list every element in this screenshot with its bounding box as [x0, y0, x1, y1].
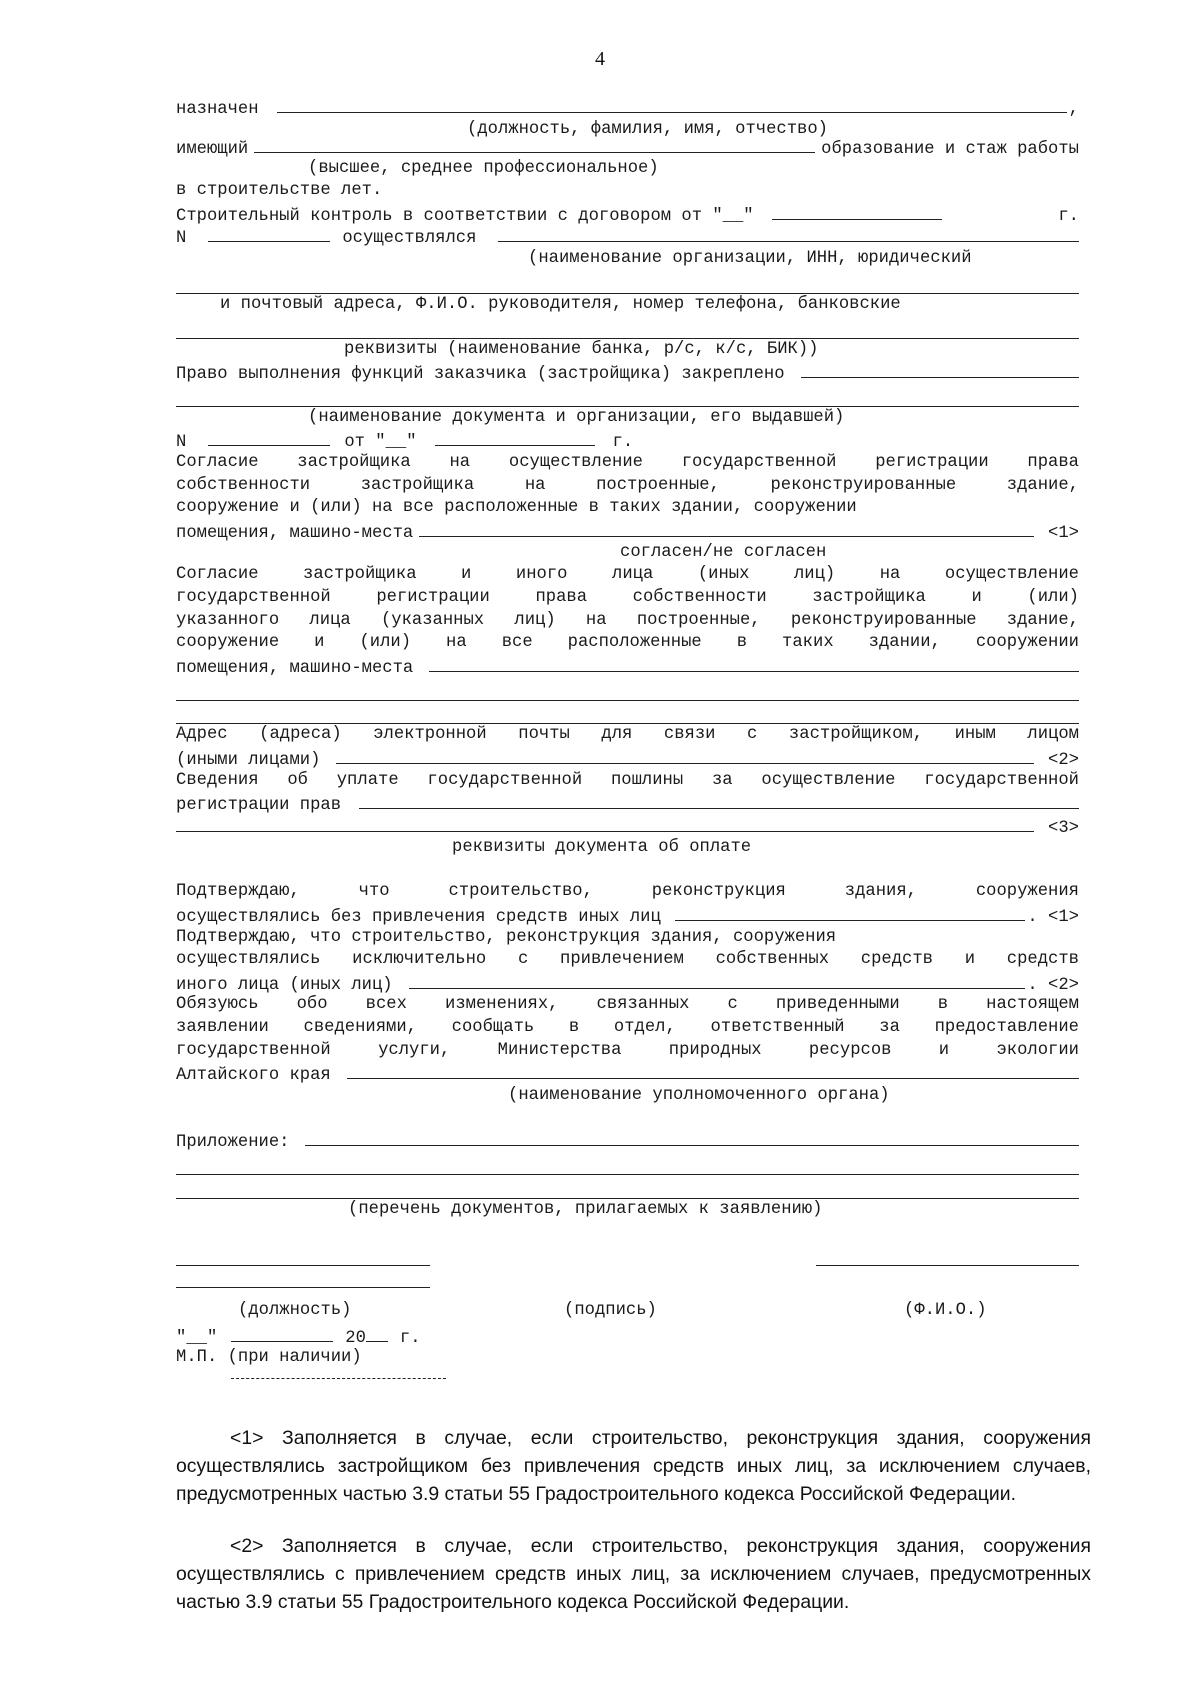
signature-block	[176, 1221, 1079, 1331]
fee-field-2[interactable]	[176, 815, 1034, 832]
oblige-line1: Обязуюсь обо всех изменениях, связанных с приведенными в настоящем	[176, 995, 1079, 1015]
fio-hint: (Ф.И.О.)	[904, 1300, 987, 1320]
consent1-field-row	[176, 520, 1079, 543]
having-label: имеющий	[176, 139, 249, 159]
confirm2-line1: Подтверждаю, что строительство, реконструкция здания, сооружения	[176, 927, 837, 947]
authority-field-row	[176, 1062, 1079, 1085]
email-mark: <2>	[1048, 751, 1079, 771]
right-row	[176, 361, 1079, 384]
consent2-line5: помещения, машино-места	[176, 658, 414, 678]
confirm2-line3: иного лица (иных лиц)	[176, 975, 393, 995]
authority-field[interactable]	[347, 1062, 1079, 1079]
seal-row	[176, 1347, 1079, 1370]
authority-hint: (наименование уполномоченного органа)	[508, 1085, 890, 1105]
position-hint: (должность)	[238, 1300, 352, 1320]
address-hint: и почтовый адреса, Ф.И.О. руководителя, номер телефона, банковские	[220, 294, 901, 314]
payment-hint: реквизиты документа об оплате	[452, 838, 752, 858]
consent1-line4: помещения, машино-места	[176, 523, 414, 543]
consent1-line2: собственности застройщика на построенные, реконструированные здание,	[176, 475, 1079, 495]
application-form	[176, 96, 1079, 1384]
email-line2: (иными лицами)	[176, 751, 321, 771]
email-field[interactable]	[336, 747, 1034, 764]
doc-year-suffix: г.	[612, 433, 634, 453]
fee-line1: Сведения об уплате государственной пошлины за осуществление государственной	[176, 770, 1079, 790]
confirm1-mark: . <1>	[1027, 908, 1079, 928]
oblige-line3: государственной услуги, Министерства природных ресурсов и экологии	[176, 1040, 1079, 1060]
confirm1-field[interactable]	[675, 904, 1026, 921]
appendix-row	[176, 1129, 1079, 1152]
doc-date-field[interactable]	[435, 429, 595, 446]
organization-hint: (наименование организации, ИНН, юридический	[528, 248, 972, 268]
footnote-separator	[231, 1378, 446, 1379]
carried-out-label: осуществлялся	[342, 229, 477, 249]
organization-field[interactable]	[498, 225, 1079, 242]
organization-field-2[interactable]	[176, 270, 1079, 294]
document-hint: (наименование документа и организации, его выдавшей)	[308, 408, 845, 428]
contract-number-row	[176, 225, 1079, 248]
appointed-hint: (должность, фамилия, имя, отчество)	[467, 119, 828, 139]
footnote-1: <1> Заполняется в случае, если строительство, реконструкция здания, сооружения осуществлялись застройщиком без привлечения средств иных лиц, за исключением случаев, предусмотренных частью 3.9 статьи 55 Градостроительного кодекса Российской Федерации.	[176, 1427, 1091, 1505]
n-label: N	[176, 229, 187, 249]
requisites-hint: реквизиты (наименование банка, р/с, к/с, БИК))	[344, 340, 819, 360]
appointed-label: назначен	[176, 100, 259, 119]
doc-n-label: N	[176, 433, 187, 453]
consent2-line4: сооружение и (или) на все расположенные в таких здании, сооружении	[176, 633, 1079, 653]
date-month-field[interactable]	[231, 1325, 333, 1342]
right-field-2[interactable]	[176, 384, 1079, 408]
footnotes	[176, 1424, 1091, 1640]
date-year-suffix: г.	[399, 1328, 421, 1348]
control-row	[176, 203, 1079, 226]
appointed-row: назначен ,	[176, 96, 1079, 119]
education-hint: (высшее, среднее профессиональное)	[308, 159, 659, 179]
appendix-field[interactable]	[305, 1129, 1079, 1146]
position-field[interactable]	[176, 1265, 430, 1266]
fee-field-row-2	[176, 815, 1079, 838]
confirm1-line2: осуществлялись без привлечения средств иных лиц	[176, 908, 661, 928]
right-field[interactable]	[801, 361, 1079, 378]
doc-from-label: от "__"	[344, 433, 417, 453]
fee-field-row	[176, 792, 1079, 815]
appendix-field-2[interactable]	[176, 1151, 1079, 1175]
right-text: Право выполнения функций заказчика (застройщика) закреплено	[176, 365, 785, 385]
fee-line2: регистрации прав	[176, 796, 342, 816]
confirm2-line1-row	[176, 927, 1079, 950]
confirm2-line2: осуществлялись исключительно с привлечением собственных средств и средств	[176, 950, 1079, 970]
confirm1-line1: Подтверждаю, что строительство, реконструкция здания, сооружения	[176, 882, 1079, 902]
consent2-field-2[interactable]	[176, 677, 1079, 701]
page-number: 4	[595, 48, 605, 70]
confirm2-field[interactable]	[409, 972, 1026, 989]
education-field[interactable]	[254, 136, 815, 153]
oblige-line4: Алтайского края	[176, 1066, 331, 1086]
consent2-field-3[interactable]	[176, 701, 1079, 725]
fio-field[interactable]	[816, 1265, 1079, 1266]
agree-hint: согласен/не согласен	[620, 543, 827, 563]
email-line1: Адрес (адреса) электронной почты для связи с застройщиком, иным лицом	[176, 725, 1079, 745]
doc-number-field[interactable]	[208, 429, 330, 446]
oblige-line2: заявлении сведениями, сообщать в отдел, ответственный за предоставление	[176, 1018, 1079, 1037]
signature-hint: (подпись)	[564, 1300, 657, 1320]
having-row	[176, 136, 1079, 159]
years-construction: в строительстве лет.	[176, 181, 383, 201]
date-year-field[interactable]	[366, 1325, 388, 1342]
footnote-2: <2> Заполняется в случае, если строительство, реконструкция здания, сооружения осуществлялись с привлечением средств иных лиц, за исключением случаев, предусмотренных частью 3.9 статьи 55 Градостроительного кодекса Российской Федерации.	[176, 1535, 1091, 1613]
contract-date-field[interactable]	[772, 203, 942, 220]
consent2-line1: Согласие застройщика и иного лица (иных лиц) на осуществление	[176, 565, 1079, 585]
confirm2-mark: . <2>	[1027, 975, 1079, 995]
date-row	[176, 1325, 1079, 1348]
fee-mark: <3>	[1048, 818, 1079, 838]
consent1-mark: <1>	[1048, 523, 1079, 543]
organization-field-3[interactable]	[176, 316, 1079, 340]
appointed-field[interactable]	[277, 96, 1067, 113]
consent1-line1: Согласие застройщика на осуществление государственной регистрации права	[176, 452, 1079, 472]
position-field-2[interactable]	[176, 1287, 430, 1288]
consent1-line3: сооружение и (или) на все расположенные в таких здании, сооружении	[176, 498, 857, 518]
appendix-hint: (перечень документов, прилагаемых к заявлению)	[348, 1199, 823, 1219]
date-century: 20	[345, 1328, 366, 1348]
date-day: "__"	[176, 1328, 218, 1348]
appendix-label: Приложение:	[176, 1132, 290, 1152]
consent1-field[interactable]	[419, 520, 1034, 537]
year-suffix: г.	[1058, 206, 1079, 226]
email-field-row	[176, 747, 1079, 770]
confirm2-field-row	[176, 972, 1079, 995]
seal-label: М.П. (при наличии)	[176, 1348, 362, 1368]
education-tail: образование и стаж работы	[821, 139, 1079, 159]
consent2-line3: указанного лица (указанных лиц) на построенные, реконструированные здание,	[176, 610, 1079, 630]
consent2-field-row	[176, 655, 1079, 678]
consent2-field[interactable]	[429, 655, 1079, 672]
fee-field[interactable]	[359, 792, 1079, 809]
appendix-field-3[interactable]	[176, 1175, 1079, 1199]
confirm1-field-row	[176, 904, 1079, 927]
years-row	[176, 180, 1079, 203]
contract-number-field[interactable]	[208, 225, 330, 242]
doc-number-row	[176, 429, 1079, 452]
control-text: Строительный контроль в соответствии с договором от "__"	[176, 206, 754, 226]
consent2-line2: государственной регистрации права собственности застройщика и (или)	[176, 587, 1079, 607]
